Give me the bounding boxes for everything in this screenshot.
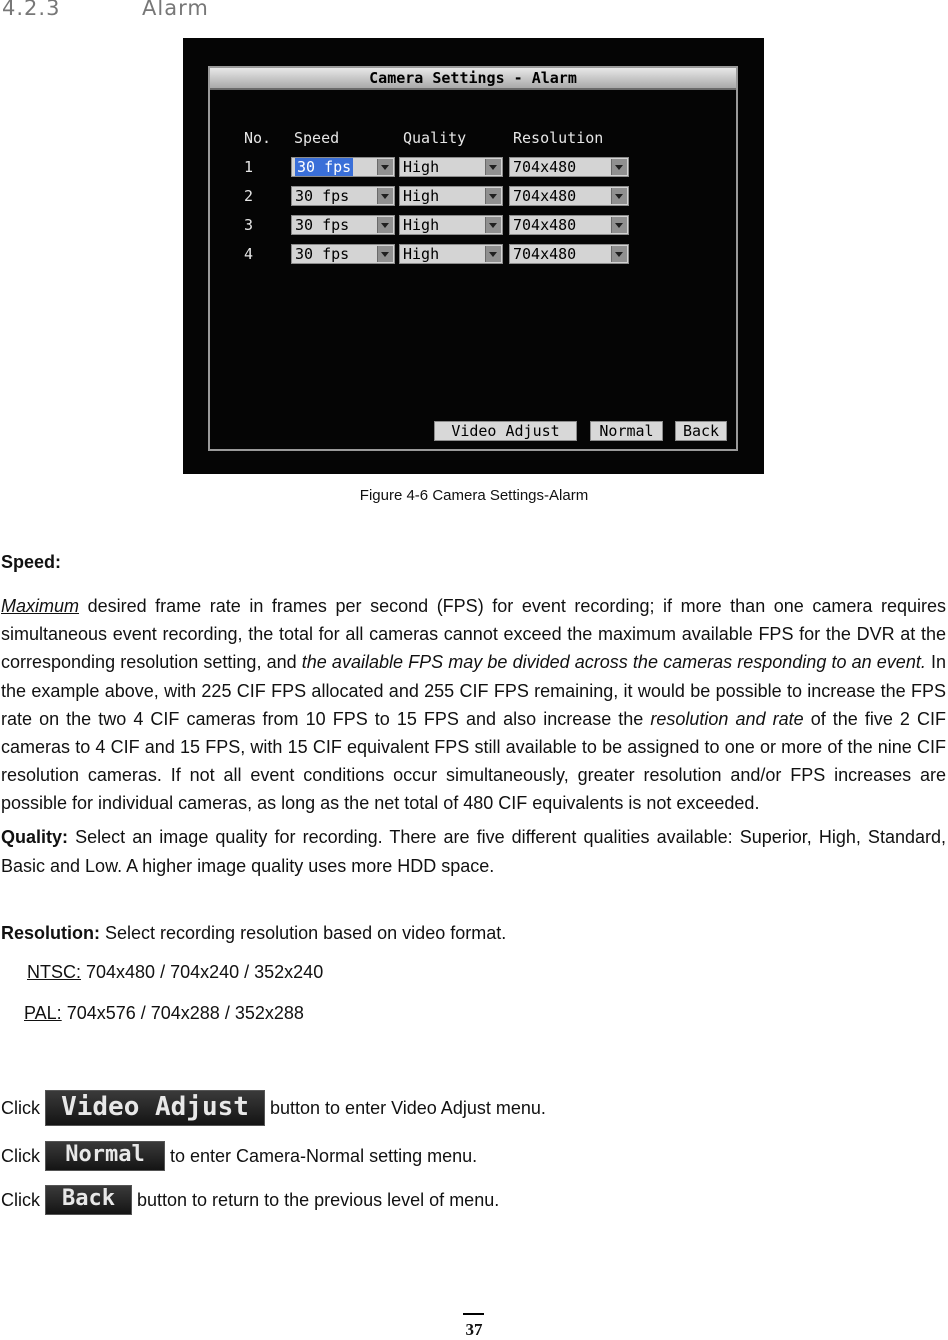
speed-value: 30 fps <box>295 187 350 205</box>
click-suffix: button to return to the previous level of menu. <box>137 1189 500 1210</box>
row-number: 3 <box>244 216 254 234</box>
chevron-down-icon <box>485 246 501 262</box>
speed-lead: Maximum <box>1 596 80 616</box>
resolution-text: Select recording resolution based on video format. <box>100 923 507 943</box>
resolution-value: 704x480 <box>513 158 577 176</box>
speed-text-1: desired frame rate in frames per second (FPS) for event recording; if more than one camera requires simultaneous event recording, the total for all cameras cannot exceed the maximum available FPS for the DVR at the corresponding resolution setting, and <box>1 596 946 673</box>
chevron-down-icon <box>611 246 627 262</box>
speed-value: 30 fps <box>297 158 352 176</box>
click-prefix: Click <box>1 1189 40 1210</box>
resolution-value: 704x480 <box>513 216 577 234</box>
chevron-down-icon <box>485 217 501 233</box>
pal-label: PAL: <box>24 1003 62 1023</box>
row-number: 2 <box>244 187 254 205</box>
window-titlebar <box>210 68 736 90</box>
quality-value: High <box>403 158 440 176</box>
resolution-value: 704x480 <box>513 187 577 205</box>
resolution-paragraph <box>1 923 506 944</box>
pal-values: 704x576 / 704x288 / 352x288 <box>61 1003 304 1023</box>
resolution-select[interactable] <box>509 186 629 206</box>
resolution-select[interactable] <box>509 244 629 264</box>
chevron-down-icon <box>377 246 393 262</box>
row-number: 1 <box>244 158 254 176</box>
quality-select[interactable] <box>399 186 503 206</box>
ntsc-values: 704x480 / 704x240 / 352x240 <box>81 962 324 982</box>
quality-select[interactable] <box>399 244 503 264</box>
back-button[interactable]: Back <box>675 421 727 441</box>
speed-heading: Speed: <box>1 552 62 572</box>
speed-select[interactable] <box>291 215 395 235</box>
chevron-down-icon <box>611 188 627 204</box>
click-prefix: Click <box>1 1097 40 1118</box>
chevron-down-icon <box>611 217 627 233</box>
quality-value: High <box>403 216 440 234</box>
quality-text: Select an image quality for recording. There are five different qualities available: Superior, High, Standard, Basic and Low. A higher image quality uses more HDD space. <box>1 827 946 876</box>
normal-button-image: Normal <box>45 1141 165 1171</box>
row-number: 4 <box>244 245 254 263</box>
resolution-select[interactable] <box>509 215 629 235</box>
chevron-down-icon <box>377 217 393 233</box>
speed-select[interactable] <box>291 157 395 177</box>
click-instruction <box>1 1088 546 1128</box>
click-prefix: Click <box>1 1145 40 1166</box>
click-suffix: button to enter Video Adjust menu. <box>270 1097 546 1118</box>
chevron-down-icon <box>485 159 501 175</box>
normal-button[interactable]: Normal <box>590 421 663 441</box>
quality-select[interactable] <box>399 215 503 235</box>
resolution-label: Resolution: <box>1 923 100 943</box>
header-no: No. <box>244 129 272 147</box>
ntsc-label: NTSC: <box>27 962 81 982</box>
click-suffix: to enter Camera-Normal setting menu. <box>170 1145 478 1166</box>
alarm-settings-screenshot <box>183 38 764 474</box>
chevron-down-icon <box>611 159 627 175</box>
footer-rule <box>463 1313 484 1315</box>
section-number: 4.2.3 <box>2 0 61 20</box>
speed-select[interactable] <box>291 244 395 264</box>
speed-value: 30 fps <box>295 216 350 234</box>
ntsc-line <box>27 962 323 983</box>
back-button-image: Back <box>45 1185 132 1215</box>
header-resolution: Resolution <box>513 129 604 147</box>
quality-paragraph <box>1 823 946 881</box>
pal-line <box>24 1003 304 1024</box>
page-number: 37 <box>465 1320 483 1339</box>
speed-select[interactable] <box>291 186 395 206</box>
resolution-select[interactable] <box>509 157 629 177</box>
speed-emphasis-2: resolution and rate <box>650 708 804 729</box>
speed-paragraph <box>1 592 946 818</box>
header-speed: Speed <box>294 129 340 147</box>
quality-value: High <box>403 245 440 263</box>
click-instruction <box>1 1136 477 1176</box>
chevron-down-icon <box>377 159 393 175</box>
video-adjust-button[interactable]: Video Adjust <box>434 421 577 441</box>
resolution-value: 704x480 <box>513 245 577 263</box>
figure-caption: Figure 4-6 Camera Settings-Alarm <box>359 487 589 504</box>
quality-value: High <box>403 187 440 205</box>
speed-text-2: In the example above, with 225 CIF FPS allocated and 255 CIF FPS remaining, it would be possible to increase the FPS rate on the two 4 CIF cameras from 10 FPS to 15 FPS and also increase the <box>1 652 946 729</box>
speed-text-3: of the five 2 CIF cameras to 4 CIF and 15 FPS, with 15 CIF equivalent FPS still available to be assigned to one or more of the nine CIF resolution cameras. If not all event conditions occur simultaneously, greater resolution and/or FPS increases are possible for individual cameras, as long as the net total of 480 CIF equivalents is not exceeded. <box>1 708 946 814</box>
chevron-down-icon <box>485 188 501 204</box>
click-instruction <box>1 1180 499 1220</box>
quality-label: Quality: <box>1 827 69 847</box>
header-quality: Quality <box>403 129 467 147</box>
video-adjust-button-image: Video Adjust <box>45 1090 265 1126</box>
speed-emphasis-1: the available FPS may be divided across the cameras responding to an event. <box>301 652 926 673</box>
window-title: Camera Settings - Alarm <box>369 69 577 87</box>
speed-value: 30 fps <box>295 245 350 263</box>
section-title: Alarm <box>142 0 209 20</box>
chevron-down-icon <box>377 188 393 204</box>
section-heading <box>2 0 209 20</box>
quality-select[interactable] <box>399 157 503 177</box>
